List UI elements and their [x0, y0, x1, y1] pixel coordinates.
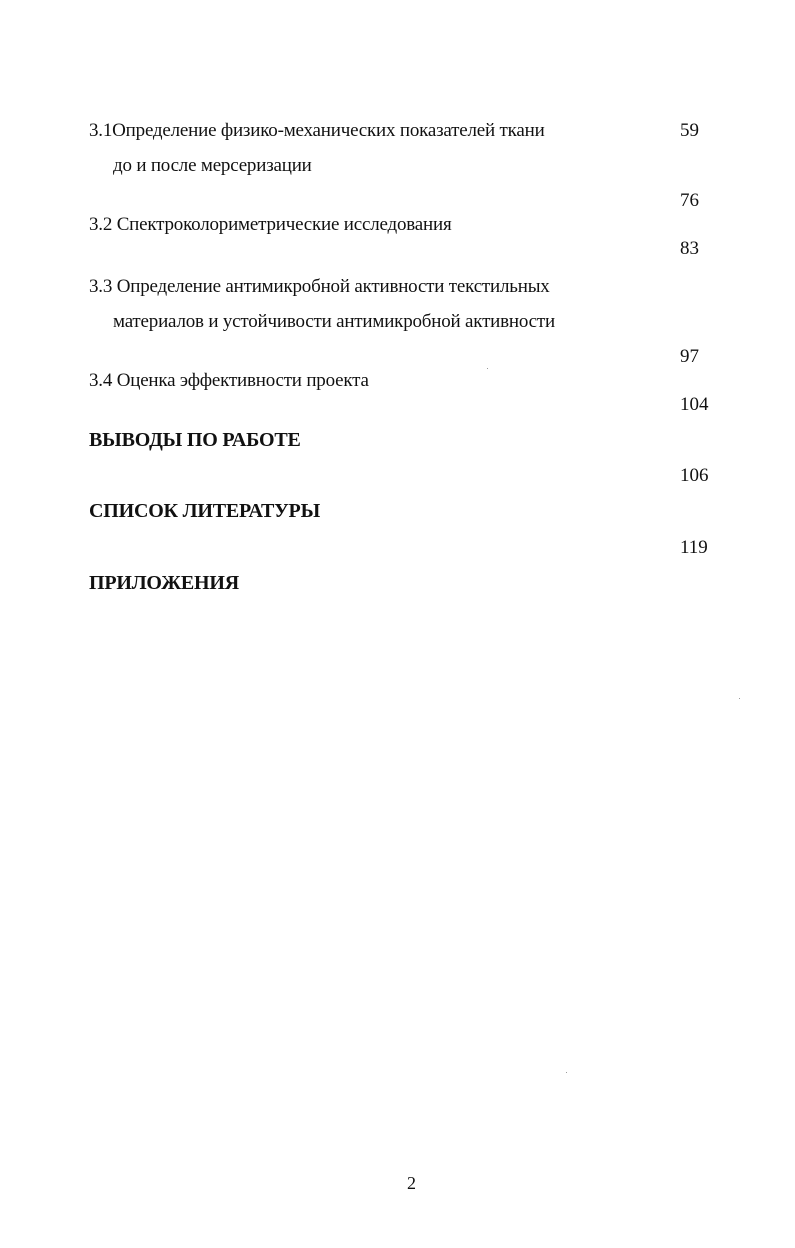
toc-entry-3-1-line2: до и после мерсеризации [113, 155, 312, 176]
scan-speck [487, 368, 488, 369]
toc-page-number: 83 [680, 238, 699, 259]
toc-entry-conclusions: ВЫВОДЫ ПО РАБОТЕ [89, 429, 301, 451]
toc-page-number: 106 [680, 465, 709, 486]
toc-entry-3-4: 3.4 Оценка эффективности проекта [89, 370, 369, 391]
toc-page-number: 104 [680, 394, 709, 415]
toc-entry-appendices: ПРИЛОЖЕНИЯ [89, 572, 239, 594]
toc-entry-3-2: 3.2 Спектроколориметрические исследования [89, 214, 452, 235]
toc-page-number: 76 [680, 190, 699, 211]
toc-page-number: 97 [680, 346, 699, 367]
toc-page-number: 59 [680, 120, 699, 141]
toc-entry-3-3-line1: 3.3 Определение антимикробной активности текстильных [89, 276, 550, 297]
toc-entry-3-1-line1: 3.1Определение физико-механических показателей ткани [89, 120, 545, 141]
page-number: 2 [407, 1173, 416, 1193]
scan-speck [566, 1072, 567, 1073]
scan-speck [739, 698, 740, 699]
toc-entry-references: СПИСОК ЛИТЕРАТУРЫ [89, 500, 321, 522]
toc-page-number: 119 [680, 537, 708, 558]
toc-entry-3-3-line2: материалов и устойчивости антимикробной активности [113, 311, 555, 332]
